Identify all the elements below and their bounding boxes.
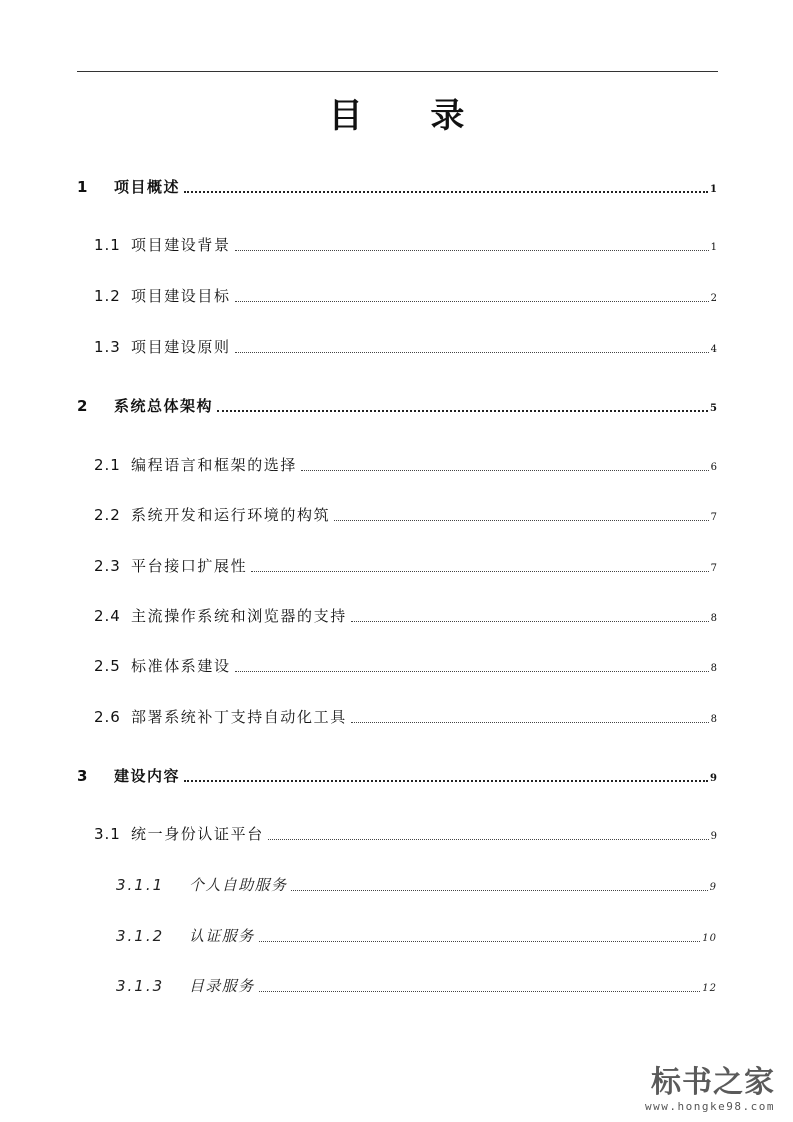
dot-leader — [235, 300, 709, 302]
toc-title: 认证服务 — [189, 927, 255, 945]
toc-entry[interactable] — [116, 925, 717, 949]
toc-page-number: 10 — [702, 933, 717, 944]
toc-page-number: 7 — [710, 512, 717, 523]
toc-number: 1.2 — [94, 287, 121, 305]
toc-entry[interactable] — [94, 823, 717, 847]
dot-leader — [351, 721, 709, 723]
toc-number: 1.1 — [94, 236, 121, 254]
toc-number: 2.2 — [94, 506, 121, 524]
toc-page-number: 9 — [710, 773, 717, 784]
toc-title: 标准体系建设 — [131, 657, 231, 675]
toc-title: 系统总体架构 — [114, 397, 214, 415]
dot-leader — [235, 670, 709, 672]
header-rule — [77, 71, 718, 72]
toc-number: 2.3 — [94, 557, 121, 575]
toc-title: 系统开发和运行环境的构筑 — [131, 506, 331, 524]
toc-title: 编程语言和框架的选择 — [131, 456, 298, 474]
toc-number: 2.1 — [94, 456, 121, 474]
toc-title: 项目建设背景 — [131, 236, 231, 254]
toc-title: 统一身份认证平台 — [131, 825, 264, 843]
toc-number: 3 — [77, 767, 88, 785]
toc-entry[interactable] — [94, 655, 717, 679]
toc-title: 建设内容 — [114, 767, 181, 785]
toc-title: 项目概述 — [114, 178, 181, 196]
toc-entry[interactable] — [77, 176, 717, 200]
watermark-url: www.hongke98.com — [645, 1100, 775, 1113]
dot-leader — [291, 889, 707, 891]
toc-page-number: 1 — [710, 184, 717, 195]
toc-number: 2 — [77, 397, 88, 415]
toc-title: 部署系统补丁支持自动化工具 — [131, 708, 347, 726]
toc-page-number: 8 — [710, 613, 717, 624]
toc-title: 项目建设目标 — [131, 287, 231, 305]
toc-page-number: 1 — [710, 242, 717, 253]
toc-page-number: 9 — [710, 831, 717, 842]
toc-entry[interactable] — [94, 336, 717, 360]
dot-leader — [259, 990, 701, 992]
toc-entry[interactable] — [77, 765, 717, 789]
page-title: 目 录 — [328, 96, 493, 136]
toc-page-number: 8 — [710, 663, 717, 674]
watermark — [645, 1066, 775, 1113]
dot-leader — [251, 570, 708, 572]
dot-leader — [268, 838, 709, 840]
toc-title: 目录服务 — [189, 977, 255, 995]
toc-title: 个人自助服务 — [189, 876, 288, 894]
toc-number: 3.1.3 — [116, 977, 165, 995]
toc-page-number: 7 — [710, 563, 717, 574]
toc-title: 主流操作系统和浏览器的支持 — [131, 607, 347, 625]
toc-entry[interactable] — [116, 975, 717, 999]
dot-leader — [334, 519, 708, 521]
toc-page-number: 4 — [710, 344, 717, 355]
toc-number: 3.1 — [94, 825, 121, 843]
toc-entry[interactable] — [94, 555, 717, 579]
dot-leader — [217, 409, 708, 412]
toc-entry[interactable] — [94, 605, 717, 629]
toc-number: 1 — [77, 178, 88, 196]
toc-title: 平台接口扩展性 — [131, 557, 248, 575]
toc-entry[interactable] — [94, 454, 717, 478]
toc-entry[interactable] — [94, 504, 717, 528]
toc-entry[interactable] — [94, 285, 717, 309]
toc-entry[interactable] — [94, 706, 717, 730]
dot-leader — [235, 351, 709, 353]
dot-leader — [184, 190, 708, 193]
dot-leader — [301, 469, 709, 471]
toc-page-number: 6 — [710, 462, 717, 473]
toc-page-number: 9 — [709, 882, 717, 893]
toc-title: 项目建设原则 — [131, 338, 231, 356]
toc-page-number: 5 — [710, 403, 717, 414]
toc-entry[interactable] — [116, 874, 717, 898]
toc-page-number: 8 — [710, 714, 717, 725]
watermark-logo: 标书之家 — [651, 1065, 775, 1100]
toc-number: 2.5 — [94, 657, 121, 675]
toc-page-number: 2 — [710, 293, 717, 304]
toc-number: 3.1.1 — [116, 876, 165, 894]
dot-leader — [235, 249, 709, 251]
dot-leader — [184, 779, 708, 782]
toc-number: 1.3 — [94, 338, 121, 356]
toc-number: 3.1.2 — [116, 927, 165, 945]
toc-page-number: 12 — [702, 983, 717, 994]
toc-number: 2.4 — [94, 607, 121, 625]
toc-entry[interactable] — [77, 395, 717, 419]
toc-entry[interactable] — [94, 234, 717, 258]
toc-number: 2.6 — [94, 708, 121, 726]
dot-leader — [259, 940, 701, 942]
dot-leader — [351, 620, 709, 622]
